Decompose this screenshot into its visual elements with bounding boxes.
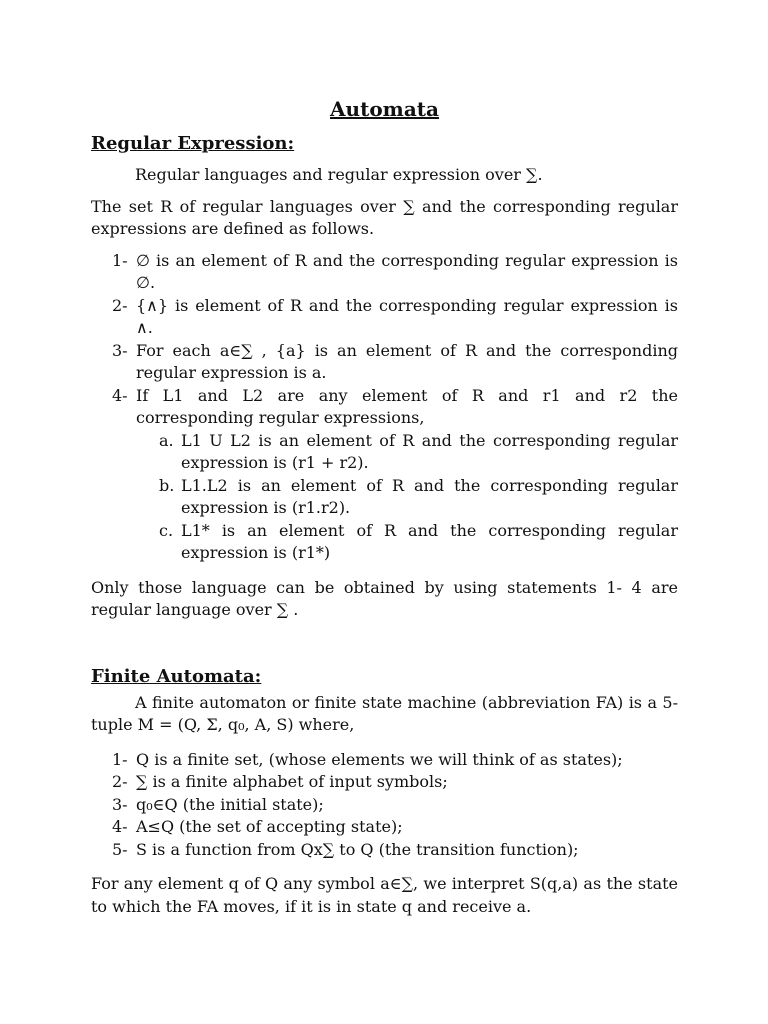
regex-subrule-b xyxy=(136,475,678,520)
fa-component-list xyxy=(91,749,678,862)
list-marker: 2- xyxy=(112,772,128,791)
list-item-text: ∅ is an element of R and the corresponding regular expression is ∅. xyxy=(136,250,678,292)
document-title: Automata xyxy=(330,97,439,121)
list-item-text: L1* is an element of R and the corresponding regular expression is (r1*) xyxy=(181,520,678,562)
list-item-text: ∑ is a finite alphabet of input symbols; xyxy=(136,772,448,791)
list-marker: 4- xyxy=(112,385,128,405)
regex-rule-1 xyxy=(91,250,678,295)
document-page xyxy=(91,94,678,918)
fa-component-4 xyxy=(91,816,678,839)
fa-heading: Finite Automata: xyxy=(91,665,262,687)
fa-component-2 xyxy=(91,771,678,794)
list-marker: a. xyxy=(159,430,174,450)
list-item-text: Q is a finite set, (whose elements we will think of as states); xyxy=(136,749,623,769)
fa-component-1 xyxy=(91,749,678,772)
fa-intro: A finite automaton or finite state machine (abbreviation FA) is a 5-tuple M = (Q, Σ, q₀, A, S) where, xyxy=(91,692,678,734)
regex-rule-3 xyxy=(91,340,678,385)
regex-intro: Regular languages and regular expression over ∑. xyxy=(135,165,543,184)
list-marker: b. xyxy=(159,475,175,495)
regex-subrule-a xyxy=(136,430,678,475)
fa-component-3 xyxy=(91,794,678,817)
list-marker: 3- xyxy=(112,794,128,814)
list-item-text: {∧} is element of R and the corresponding regular expression is ∧. xyxy=(136,295,678,337)
fa-closing: For any element q of Q any symbol a∈∑, we interpret S(q,a) as the state to which the FA moves, if it is in state q and receive a. xyxy=(91,874,678,916)
regex-subrule-list xyxy=(136,430,678,565)
list-item-text: If L1 and L2 are any element of R and r1 and r2 the corresponding regular expressions, xyxy=(136,385,678,427)
list-marker: 5- xyxy=(112,839,128,859)
list-marker: 3- xyxy=(112,340,128,360)
regex-rule-2 xyxy=(91,295,678,340)
list-marker: c. xyxy=(159,520,174,540)
list-item-text: L1.L2 is an element of R and the corresponding regular expression is (r1.r2). xyxy=(181,475,678,517)
regex-rule-list xyxy=(91,250,678,565)
list-marker: 1- xyxy=(112,250,128,270)
list-item-text: q₀∈Q (the initial state); xyxy=(136,794,324,814)
regex-subrule-c xyxy=(136,520,678,565)
list-marker: 2- xyxy=(112,295,128,315)
list-item-text: L1 U L2 is an element of R and the corresponding regular expression is (r1 + r2). xyxy=(181,430,678,472)
list-marker: 1- xyxy=(112,749,128,769)
regex-heading: Regular Expression: xyxy=(91,133,295,154)
regex-rule-4 xyxy=(91,385,678,565)
list-item-text: A≤Q (the set of accepting state); xyxy=(136,817,403,836)
list-item-text: For each a∈∑ , {a} is an element of R and the corresponding regular expression is a. xyxy=(136,340,678,382)
list-marker: 4- xyxy=(112,817,128,836)
fa-component-5 xyxy=(91,839,678,862)
regex-definition: The set R of regular languages over ∑ and the corresponding regular expressions are defined as follows. xyxy=(91,196,678,238)
list-item-text: S is a function from Qx∑ to Q (the transition function); xyxy=(136,839,579,859)
regex-conclusion: Only those language can be obtained by using statements 1- 4 are regular language over ∑ . xyxy=(91,577,678,619)
